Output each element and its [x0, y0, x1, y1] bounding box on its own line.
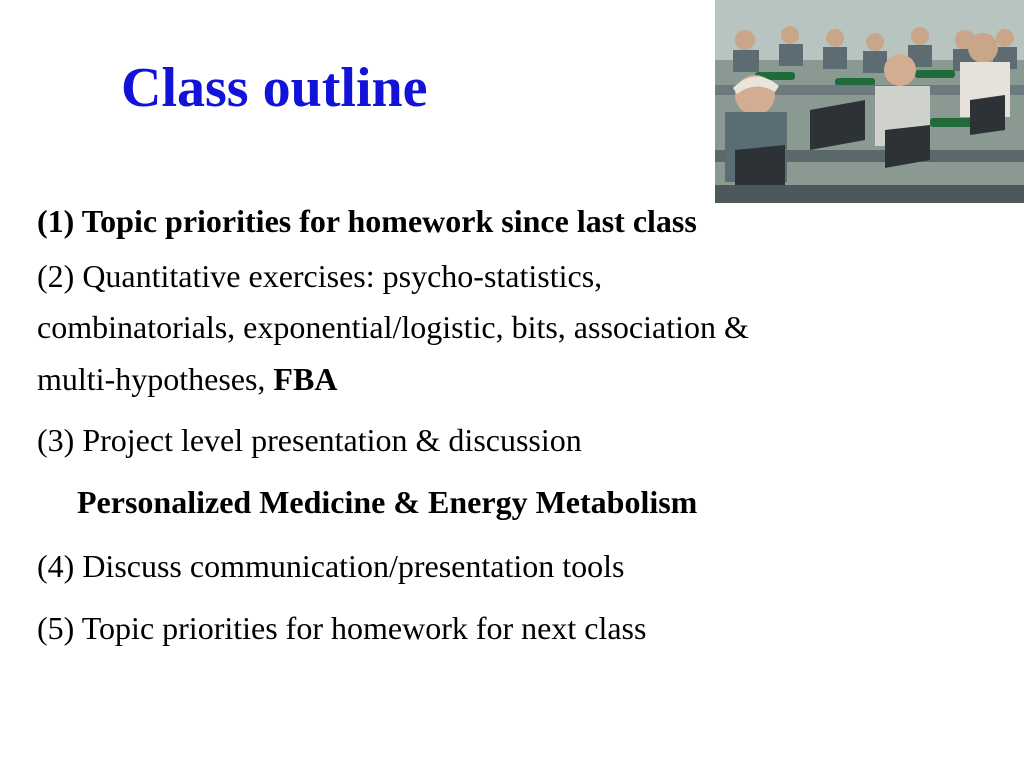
outline-item-2-line-2: combinatorials, exponential/logistic, bits, association &	[37, 309, 749, 345]
outline-item-2-line-3	[37, 359, 337, 399]
classroom-students-laptops-photo	[715, 0, 1024, 203]
outline-item-5: (5) Topic priorities for homework for next class	[37, 610, 647, 646]
outline-item-3: (3) Project level presentation & discussion	[37, 422, 582, 458]
outline-item-4: (4) Discuss communication/presentation tools	[37, 548, 625, 584]
outline-item-2-line-3-text: multi-hypotheses,	[37, 361, 274, 397]
outline-item-2-line-1: (2) Quantitative exercises: psycho-statistics,	[37, 258, 603, 294]
slide-title: Class outline	[121, 57, 428, 119]
outline-item-3-subtitle: Personalized Medicine & Energy Metabolism	[77, 484, 698, 520]
outline-item-2-fba: FBA	[273, 361, 338, 397]
outline-item-1: (1) Topic priorities for homework since last class	[37, 203, 697, 239]
classroom-photo	[715, 0, 1024, 203]
